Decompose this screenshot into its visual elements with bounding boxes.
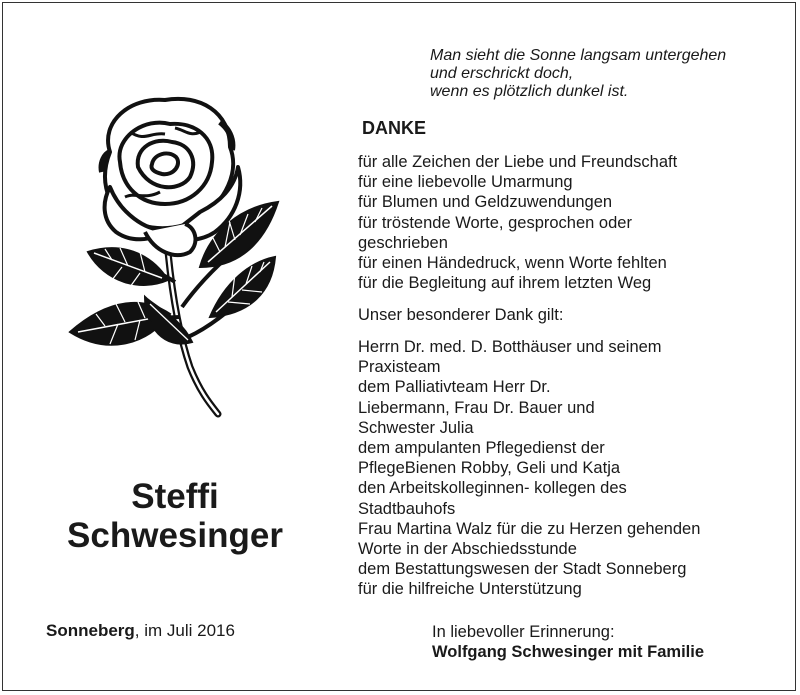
thanks-item: für Blumen und Geldzuwendungen [358, 193, 613, 212]
deceased-last-name: Schwesinger [67, 516, 283, 555]
special-thanks-item: Herrn Dr. med. D. Botthäuser und seinem [358, 338, 662, 356]
thanks-item: für die Begleitung auf ihrem letzten Weg [358, 274, 652, 293]
special-thanks-item: den Arbeitskolleginnen- kollegen des [358, 479, 627, 498]
special-thanks-item: dem Palliativteam Herr Dr. [358, 378, 551, 397]
thanks-item: für eine liebevolle Umarmung [358, 173, 573, 192]
special-thanks-item: Worte in der Abschiedsstunde [358, 540, 577, 559]
thanks-item: für einen Händedruck, wenn Worte fehlten [358, 254, 667, 273]
special-thanks-item: dem Bestattungswesen der Stadt Sonneberg [358, 560, 687, 579]
special-thanks-item: Frau Martina Walz für die zu Herzen gehenden [358, 519, 701, 538]
heading-danke: DANKE [362, 118, 427, 138]
special-thanks-item: Liebermann, Frau Dr. Bauer und [358, 398, 595, 417]
special-thanks-item: für die hilfreiche Unterstützung [358, 580, 582, 599]
special-thanks-list [358, 337, 700, 600]
closing-line: In liebevoller Erinnerung: [432, 623, 615, 641]
place: Sonneberg [46, 621, 135, 640]
special-thanks-item: Praxisteam [358, 358, 441, 377]
special-thanks-item: Stadtbauhofs [358, 499, 456, 518]
rose-icon [50, 92, 282, 420]
place-date [46, 621, 235, 641]
date: , im Juli 2016 [134, 621, 235, 640]
special-thanks-item: Schwester Julia [358, 418, 474, 437]
quote-line: Man sieht die Sonne langsam untergehen [430, 47, 727, 64]
quote-line: wenn es plötzlich dunkel ist. [430, 83, 629, 100]
thanks-item: für alle Zeichen der Liebe und Freundschaft [358, 153, 678, 171]
special-thanks-item: PflegeBienen Robby, Geli und Katja [358, 459, 621, 478]
special-thanks-item: dem ampulanten Pflegedienst der [358, 439, 605, 458]
deceased-first-name: Steffi [131, 477, 219, 516]
special-thanks-intro: Unser besonderer Dank gilt: [358, 306, 564, 324]
quote [430, 47, 726, 101]
signature: Wolfgang Schwesinger mit Familie [432, 643, 704, 661]
quote-line: und erschrickt doch, [430, 65, 574, 82]
thanks-item: geschrieben [358, 233, 448, 252]
thanks-item: für tröstende Worte, gesprochen oder [358, 213, 632, 232]
thanks-list [358, 152, 677, 293]
